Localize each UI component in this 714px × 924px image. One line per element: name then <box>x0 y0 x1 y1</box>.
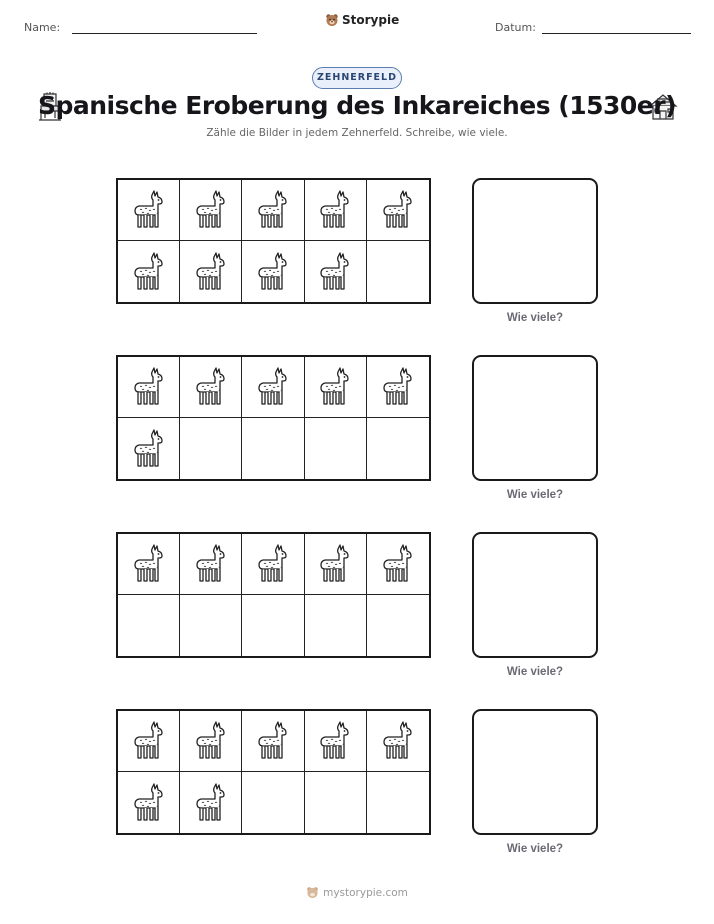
ten-frame-cell <box>305 357 367 418</box>
llama-icon <box>129 188 169 232</box>
ten-frame-cell <box>242 772 304 833</box>
ten-frame-cell <box>367 357 429 418</box>
llama-icon <box>191 719 231 763</box>
llama-icon <box>191 188 231 232</box>
date-label: Datum: <box>495 21 536 34</box>
answer-label: Wie viele? <box>506 489 564 501</box>
llama-icon <box>315 719 355 763</box>
ten-frame-cell <box>305 711 367 772</box>
ten-frame-cell <box>242 595 304 656</box>
instructions: Zähle die Bilder in jedem Zehnerfeld. Schreibe, wie viele. <box>206 127 508 139</box>
answer-label: Wie viele? <box>506 843 564 855</box>
llama-icon <box>129 427 169 471</box>
answer-box[interactable] <box>472 532 598 658</box>
ten-frame <box>116 178 431 304</box>
llama-icon <box>191 542 231 586</box>
ten-frame-cell <box>242 418 304 479</box>
ten-frame-cell <box>118 711 180 772</box>
bear-logo-icon <box>325 13 339 27</box>
ten-frame-cell <box>367 772 429 833</box>
ten-frame-cell <box>118 180 180 241</box>
answer-box[interactable] <box>472 355 598 481</box>
brand-name: Storypie <box>342 13 400 27</box>
ten-frame-cell <box>242 241 304 302</box>
llama-icon <box>378 719 418 763</box>
ten-frame-cell <box>367 711 429 772</box>
llama-icon <box>378 365 418 409</box>
ten-frame <box>116 709 431 835</box>
llama-icon <box>129 781 169 825</box>
bear-logo-icon <box>306 886 319 899</box>
llama-icon <box>253 365 293 409</box>
ten-frame-cell <box>305 772 367 833</box>
llama-icon <box>253 188 293 232</box>
ten-frame-cell <box>242 711 304 772</box>
topic-badge: ZEHNERFELD <box>312 67 402 89</box>
llama-icon <box>315 250 355 294</box>
llama-icon <box>378 188 418 232</box>
llama-icon <box>129 719 169 763</box>
ten-frame-cell <box>242 534 304 595</box>
ten-frame-cell <box>118 241 180 302</box>
ten-frame-cell <box>242 357 304 418</box>
ten-frame-cell <box>180 595 242 656</box>
ten-frame-cell <box>305 595 367 656</box>
footer-url: mystorypie.com <box>323 886 408 899</box>
ten-frame-cell <box>367 418 429 479</box>
ten-frame-cell <box>367 241 429 302</box>
brand-logo <box>325 13 399 27</box>
llama-icon <box>253 250 293 294</box>
ten-frame-cell <box>180 418 242 479</box>
name-line <box>72 33 257 34</box>
date-line <box>542 33 691 34</box>
answer-box[interactable] <box>472 709 598 835</box>
llama-icon <box>129 542 169 586</box>
llama-icon <box>129 365 169 409</box>
llama-icon <box>191 365 231 409</box>
llama-icon <box>129 250 169 294</box>
llama-icon <box>191 781 231 825</box>
llama-icon <box>315 542 355 586</box>
ten-frame-cell <box>305 241 367 302</box>
llama-icon <box>315 365 355 409</box>
llama-icon <box>191 250 231 294</box>
ten-frame-cell <box>118 418 180 479</box>
ten-frame-cell <box>305 534 367 595</box>
llama-icon <box>253 719 293 763</box>
ten-frame-cell <box>367 595 429 656</box>
answer-label: Wie viele? <box>506 312 564 324</box>
ten-frame-cell <box>242 180 304 241</box>
ten-frame-cell <box>180 357 242 418</box>
ten-frame-cell <box>367 180 429 241</box>
ten-frame-cell <box>180 180 242 241</box>
ten-frame <box>116 355 431 481</box>
ten-frame-cell <box>180 772 242 833</box>
name-label: Name: <box>24 21 61 34</box>
llama-icon <box>378 542 418 586</box>
ten-frame-cell <box>180 534 242 595</box>
ten-frame-cell <box>118 772 180 833</box>
worksheet-header <box>0 0 714 50</box>
ten-frame-cell <box>118 534 180 595</box>
llama-icon <box>315 188 355 232</box>
answer-box[interactable] <box>472 178 598 304</box>
ten-frame-cell <box>367 534 429 595</box>
ten-frame-cell <box>305 180 367 241</box>
ten-frame-cell <box>118 595 180 656</box>
ten-frame-cell <box>180 241 242 302</box>
ten-frame-cell <box>180 711 242 772</box>
ten-frame-cell <box>305 418 367 479</box>
ten-frame-cell <box>118 357 180 418</box>
ten-frame <box>116 532 431 658</box>
page-title: Spanische Eroberung des Inkareiches (1530er) <box>37 91 676 120</box>
answer-label: Wie viele? <box>506 666 564 678</box>
footer <box>0 886 714 899</box>
llama-icon <box>253 542 293 586</box>
